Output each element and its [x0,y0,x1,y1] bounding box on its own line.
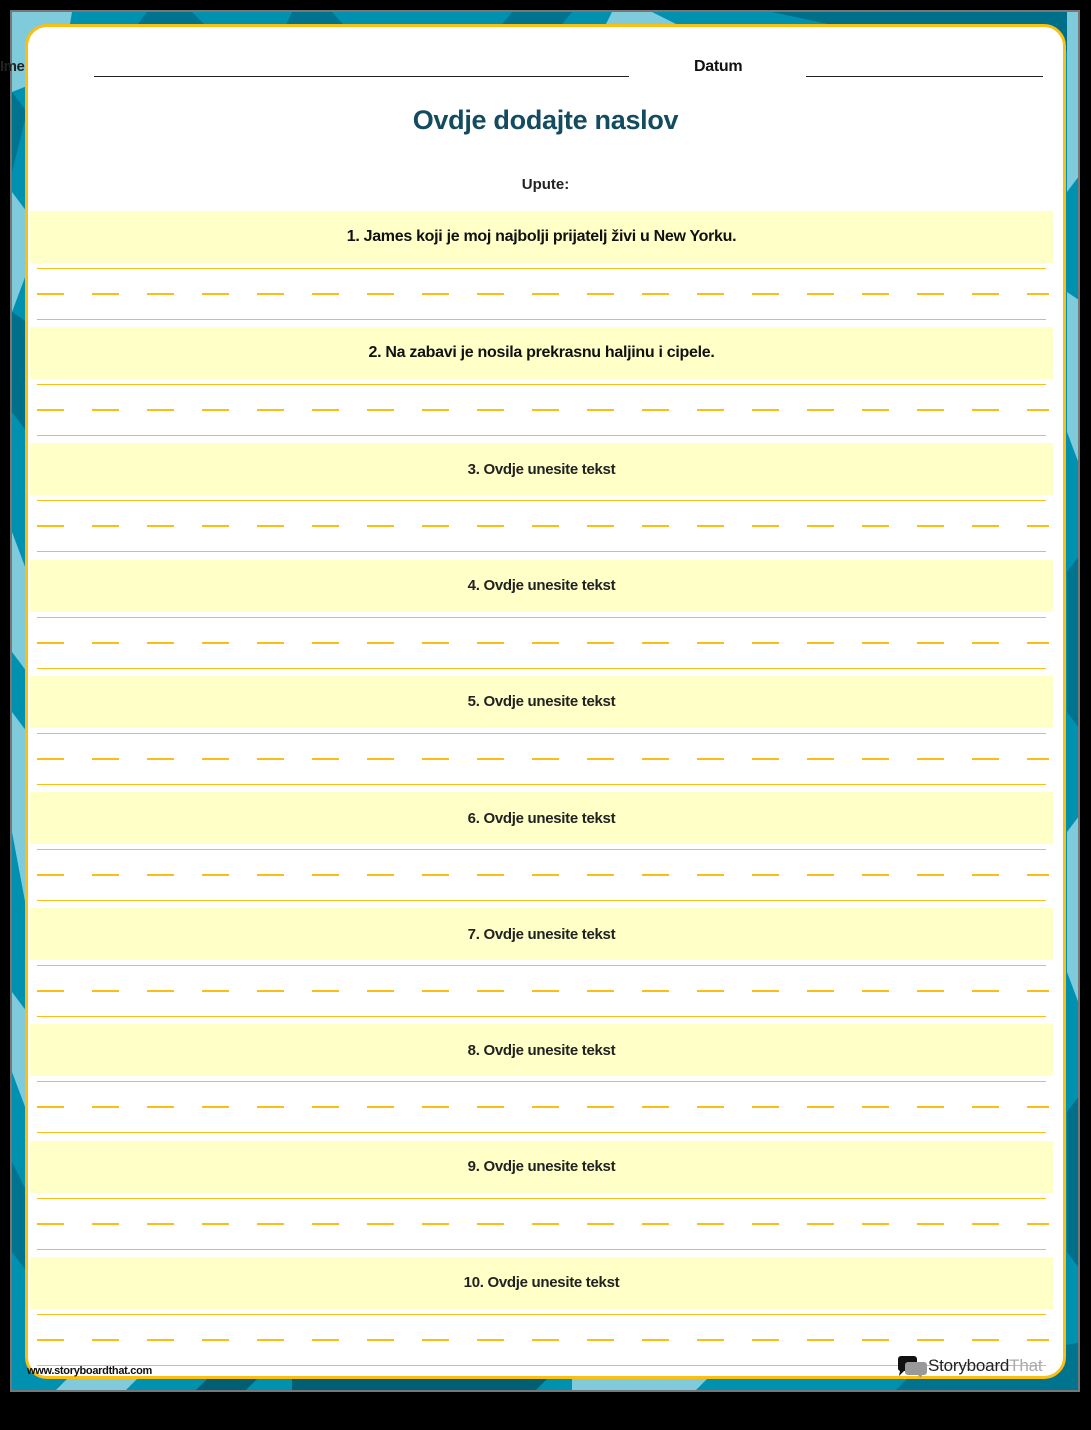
sentence-box[interactable] [30,560,1053,612]
writing-line-bottom[interactable] [37,1365,1046,1366]
exercise-item [0,1141,1091,1257]
writing-line-midline [37,874,1049,876]
footer-url: www.storyboardthat.com [27,1365,153,1377]
writing-line-top[interactable] [37,849,1046,850]
sentence-box[interactable] [30,908,1053,960]
sentence-box[interactable] [30,211,1053,263]
sentence-text: 2. Na zabavi je nosila prekrasnu haljinu i cipele. [368,344,715,362]
writing-line-midline [37,758,1049,760]
writing-line-top[interactable] [37,1081,1046,1082]
exercise-item [0,443,1091,559]
instructions-label: Upute: [521,176,570,193]
writing-line-top[interactable] [37,965,1046,966]
writing-line-top[interactable] [37,500,1046,501]
sentence-box[interactable] [30,443,1053,495]
writing-line-bottom[interactable] [37,900,1046,901]
sentence-text: 5. Ovdje unesite tekst [467,693,616,711]
date-field-line[interactable] [806,76,1043,77]
writing-line-bottom[interactable] [37,1249,1046,1250]
name-label: Ime [0,58,25,75]
sentence-text: 9. Ovdje unesite tekst [467,1158,616,1176]
writing-line-midline [37,409,1049,411]
sentence-text: 3. Ovdje unesite tekst [467,460,616,478]
sentence-text: 8. Ovdje unesite tekst [467,1041,616,1059]
sentence-box[interactable] [30,676,1053,728]
writing-line-midline [37,1106,1049,1108]
date-label: Datum [694,58,743,75]
writing-line-midline [37,642,1049,644]
writing-line-bottom[interactable] [37,1016,1046,1017]
writing-line-top[interactable] [37,733,1046,734]
writing-line-bottom[interactable] [37,784,1046,785]
writing-line-bottom[interactable] [37,319,1046,320]
sentence-text: 10. Ovdje unesite tekst [463,1274,620,1292]
exercise-item [0,560,1091,676]
writing-line-top[interactable] [37,384,1046,385]
writing-line-midline [37,293,1049,295]
sentence-box[interactable] [30,1257,1053,1309]
worksheet-title: Ovdje dodajte naslov [412,105,679,135]
sentence-box[interactable] [30,1141,1053,1193]
sentence-box[interactable] [30,327,1053,379]
sentence-text: 6. Ovdje unesite tekst [467,809,616,827]
writing-line-top[interactable] [37,268,1046,269]
speech-bubbles-icon [896,1354,928,1378]
writing-line-top[interactable] [37,1198,1046,1199]
writing-line-midline [37,1223,1049,1225]
writing-line-midline [37,990,1049,992]
sentence-box[interactable] [30,1024,1053,1076]
writing-line-midline [37,525,1049,527]
sentence-text: 4. Ovdje unesite tekst [467,577,616,595]
sentence-text: 7. Ovdje unesite tekst [467,925,616,943]
writing-line-midline [37,1339,1049,1341]
brand-storyboard: Storyboard [928,1356,1010,1375]
brand-that: That [1009,1356,1043,1375]
exercise-item [0,327,1091,443]
exercise-item [0,908,1091,1024]
sentence-text: 1. James koji je moj najbolji prijatelj živi u New Yorku. [346,228,737,245]
writing-line-bottom[interactable] [37,668,1046,669]
exercise-item [0,211,1091,327]
exercise-item [0,676,1091,792]
writing-line-top[interactable] [37,1314,1046,1315]
writing-line-bottom[interactable] [37,1132,1046,1133]
name-field-line[interactable] [94,76,629,77]
sentence-box[interactable] [30,792,1053,844]
writing-line-bottom[interactable] [37,435,1046,436]
exercise-item [0,1024,1091,1140]
writing-line-top[interactable] [37,617,1046,618]
writing-line-bottom[interactable] [37,551,1046,552]
exercise-item [0,792,1091,908]
storyboardthat-logo [896,1354,1042,1378]
